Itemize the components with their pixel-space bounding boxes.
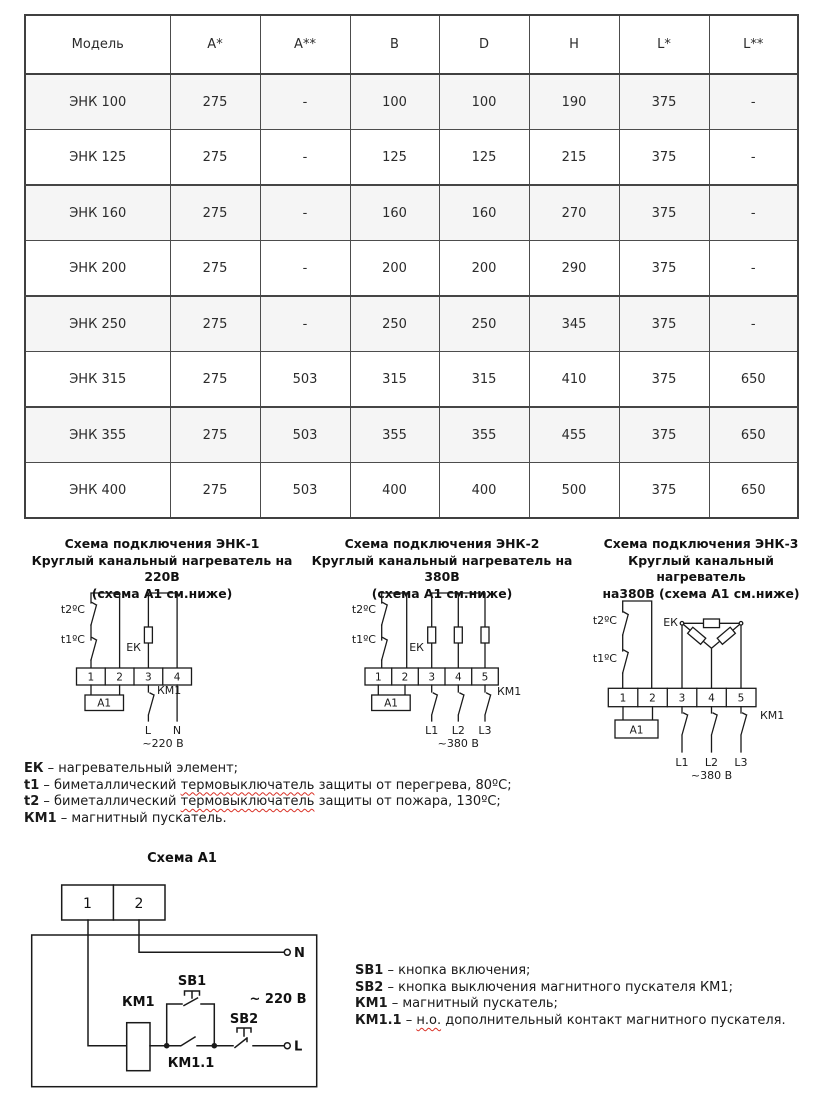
neutral-label: N: [294, 946, 305, 961]
table-cell: 100: [439, 74, 529, 130]
km1-label: КМ1: [157, 684, 182, 697]
table-cell: 375: [619, 185, 709, 241]
t1-label: t1ºC: [60, 633, 85, 646]
table-cell: 275: [170, 352, 260, 408]
table-cell: 355: [350, 407, 439, 463]
column-header-l2: L**: [709, 15, 798, 74]
table-cell: 315: [439, 352, 529, 408]
legend-term: t2: [24, 794, 40, 810]
model-cell: ЭНК 250: [25, 296, 170, 352]
table-row: [25, 74, 798, 130]
table-cell: -: [709, 185, 798, 241]
legend-line-sb2: SB2 – кнопка выключения магнитного пускателя КМ1;: [355, 979, 734, 995]
table-cell: -: [709, 130, 798, 186]
legend-line-t1: t1 – биметаллический термовыключатель защиты от перегрева, 80ºС;: [24, 777, 512, 793]
legend-line-ek: ЕК – нагревательный элемент;: [24, 761, 239, 776]
table-cell: 375: [619, 352, 709, 408]
table-cell: 455: [529, 407, 619, 463]
enk1-title-line1: Схема подключения ЭНК-1: [64, 536, 260, 551]
terminal-3: 3: [678, 692, 686, 705]
heater-label: ЕК: [126, 641, 141, 654]
table-cell: -: [709, 241, 798, 297]
terminal-2: 2: [401, 671, 409, 684]
terminal-3: 3: [428, 671, 436, 684]
terminal-2: 2: [649, 692, 656, 705]
legend-term: SB1: [355, 963, 384, 978]
table-row: [25, 241, 798, 297]
sb2-label: SB2: [229, 1012, 259, 1027]
column-header-b: B: [350, 15, 439, 74]
table-cell: 375: [619, 296, 709, 352]
table-cell: -: [709, 296, 798, 352]
terminal-3: 3: [145, 671, 152, 684]
table-cell: 100: [350, 74, 439, 130]
table-cell: 290: [529, 241, 619, 297]
table-cell: 200: [350, 241, 439, 297]
terminal-1: 1: [87, 671, 95, 684]
a1-unit-label: А1: [384, 697, 398, 710]
wiring-diagram-enk2: [300, 585, 580, 757]
km1-coil-label: КМ1: [121, 995, 155, 1010]
legend-line-km11: КМ1.1 – н.о. дополнительный контакт магнитного пускателя.: [355, 1012, 786, 1028]
sb1-label: SB1: [177, 974, 207, 989]
table-cell: 275: [170, 463, 260, 519]
table-cell: 200: [439, 241, 529, 297]
model-cell: ЭНК 160: [25, 185, 170, 241]
table-cell: 270: [529, 185, 619, 241]
schema-a1-diagram: [25, 875, 350, 1100]
table-cell: 355: [439, 407, 529, 463]
table-cell: 375: [619, 130, 709, 186]
phase-l2-label: L2: [451, 724, 465, 737]
voltage-label: ~ 220 В: [249, 992, 307, 1007]
table-cell: 315: [350, 352, 439, 408]
line-label: L: [294, 1039, 303, 1055]
legend-term: SB2: [355, 979, 384, 995]
table-cell: 215: [529, 130, 619, 186]
table-cell: 650: [709, 352, 798, 408]
model-cell: ЭНК 200: [25, 241, 170, 297]
wiring-diagram-enk1: [20, 585, 300, 757]
legend-line-km1: КМ1 – магнитный пускатель;: [355, 996, 558, 1012]
table-cell: 125: [439, 130, 529, 186]
a1-terminal-2: 2: [134, 896, 144, 912]
terminal-4: 4: [708, 692, 715, 705]
km1-label: КМ1: [760, 709, 785, 722]
table-cell: 275: [170, 185, 260, 241]
table-cell: 125: [350, 130, 439, 186]
neutral-label: N: [172, 724, 182, 737]
phase-l3-label: L3: [734, 756, 748, 769]
schema-a1-legend: [355, 963, 786, 1029]
table-cell: 275: [170, 74, 260, 130]
km1-label: КМ1: [497, 685, 522, 698]
table-cell: 275: [170, 296, 260, 352]
terminal-5: 5: [481, 671, 489, 684]
t1-label: t1ºC: [592, 652, 617, 665]
voltage-label: ~220 В: [142, 737, 184, 750]
terminal-4: 4: [173, 671, 181, 684]
phase-l2-label: L2: [704, 756, 719, 769]
a1-unit-label: А1: [629, 724, 644, 737]
table-row: [25, 130, 798, 186]
spec-table: [24, 14, 799, 519]
enk3-title-line2: Круглый канальный нагреватель: [628, 552, 774, 584]
phase-l1-label: L1: [425, 724, 439, 737]
terminal-5: 5: [737, 692, 745, 705]
voltage-label: ~380 В: [437, 737, 479, 750]
model-cell: ЭНК 100: [25, 74, 170, 130]
model-cell: ЭНК 355: [25, 407, 170, 463]
table-cell: 250: [350, 296, 439, 352]
table-row: [25, 463, 798, 519]
legend-line-t2: t2 – биметаллический термовыключатель защиты от пожара, 130ºС;: [24, 794, 501, 810]
model-cell: ЭНК 400: [25, 463, 170, 519]
components-legend: [24, 761, 512, 827]
t2-label: t2ºC: [592, 614, 617, 627]
table-row: [25, 352, 798, 408]
a1-terminal-1: 1: [83, 896, 92, 912]
table-header-row: [25, 15, 798, 74]
table-cell: 275: [170, 241, 260, 297]
heater-label: ЕК: [409, 641, 424, 654]
voltage-label: ~380 В: [690, 769, 733, 782]
line-label: L: [144, 724, 152, 737]
wiring-diagram-enk3: [580, 585, 820, 790]
table-cell: 500: [529, 463, 619, 519]
table-cell: -: [260, 241, 350, 297]
table-cell: 400: [350, 463, 439, 519]
model-cell: ЭНК 315: [25, 352, 170, 408]
terminal-2: 2: [116, 671, 123, 684]
table-cell: 375: [619, 74, 709, 130]
column-header-h: H: [529, 15, 619, 74]
enk1-title-line3: (схема А1 см.ниже): [91, 585, 233, 601]
table-cell: -: [260, 185, 350, 241]
column-header-model: Модель: [25, 15, 170, 74]
column-header-d: D: [439, 15, 529, 74]
legend-term: КМ1: [355, 996, 388, 1012]
table-cell: -: [709, 74, 798, 130]
table-cell: 160: [350, 185, 439, 241]
enk3-title-line3: на380В (схема А1 см.ниже): [602, 585, 800, 601]
legend-line-sb1: SB1 – кнопка включения;: [355, 963, 531, 978]
km11-label: КМ1.1: [167, 1056, 215, 1071]
table-cell: 275: [170, 407, 260, 463]
heater-label: ЕК: [663, 616, 678, 629]
table-cell: 650: [709, 463, 798, 519]
enk2-title-line1: Схема подключения ЭНК-2: [344, 536, 540, 551]
legend-line-km1: КМ1 – магнитный пускатель.: [24, 810, 227, 826]
a1-unit-label: А1: [97, 697, 112, 710]
terminal-1: 1: [374, 671, 382, 684]
terminal-4: 4: [454, 671, 462, 684]
table-cell: 275: [170, 130, 260, 186]
t2-label: t2ºC: [60, 603, 85, 616]
legend-term: КМ1.1: [355, 1012, 402, 1028]
table-cell: 410: [529, 352, 619, 408]
table-cell: 250: [439, 296, 529, 352]
table-row: [25, 296, 798, 352]
legend-term: КМ1: [24, 810, 57, 826]
table-cell: 375: [619, 241, 709, 297]
phase-l3-label: L3: [478, 724, 492, 737]
phase-l1-label: L1: [675, 756, 689, 769]
table-cell: 375: [619, 463, 709, 519]
table-cell: -: [260, 296, 350, 352]
table-row: [25, 185, 798, 241]
legend-term: ЕК: [24, 761, 44, 776]
enk2-title-line2: Круглый канальный нагреватель на 380В: [311, 552, 573, 584]
enk2-title-line3: (схема А1 см.ниже): [371, 585, 513, 601]
column-header-l1: L*: [619, 15, 709, 74]
table-cell: 650: [709, 407, 798, 463]
table-cell: 503: [260, 463, 350, 519]
t1-label: t1ºC: [351, 633, 376, 646]
enk1-title-line2: Круглый канальный нагреватель на 220В: [31, 552, 293, 584]
table-cell: 503: [260, 352, 350, 408]
table-cell: 400: [439, 463, 529, 519]
table-cell: 375: [619, 407, 709, 463]
table-cell: -: [260, 74, 350, 130]
legend-term: t1: [24, 777, 40, 793]
table-row: [25, 407, 798, 463]
t2-label: t2ºC: [351, 603, 376, 616]
column-header-a1: A*: [170, 15, 260, 74]
column-header-a2: A**: [260, 15, 350, 74]
terminal-1: 1: [619, 692, 627, 705]
table-cell: -: [260, 130, 350, 186]
schema-a1-title: Схема А1: [147, 851, 217, 866]
enk3-title-line1: Схема подключения ЭНК-3: [603, 536, 799, 551]
table-cell: 160: [439, 185, 529, 241]
table-cell: 503: [260, 407, 350, 463]
table-cell: 190: [529, 74, 619, 130]
table-cell: 345: [529, 296, 619, 352]
model-cell: ЭНК 125: [25, 130, 170, 186]
